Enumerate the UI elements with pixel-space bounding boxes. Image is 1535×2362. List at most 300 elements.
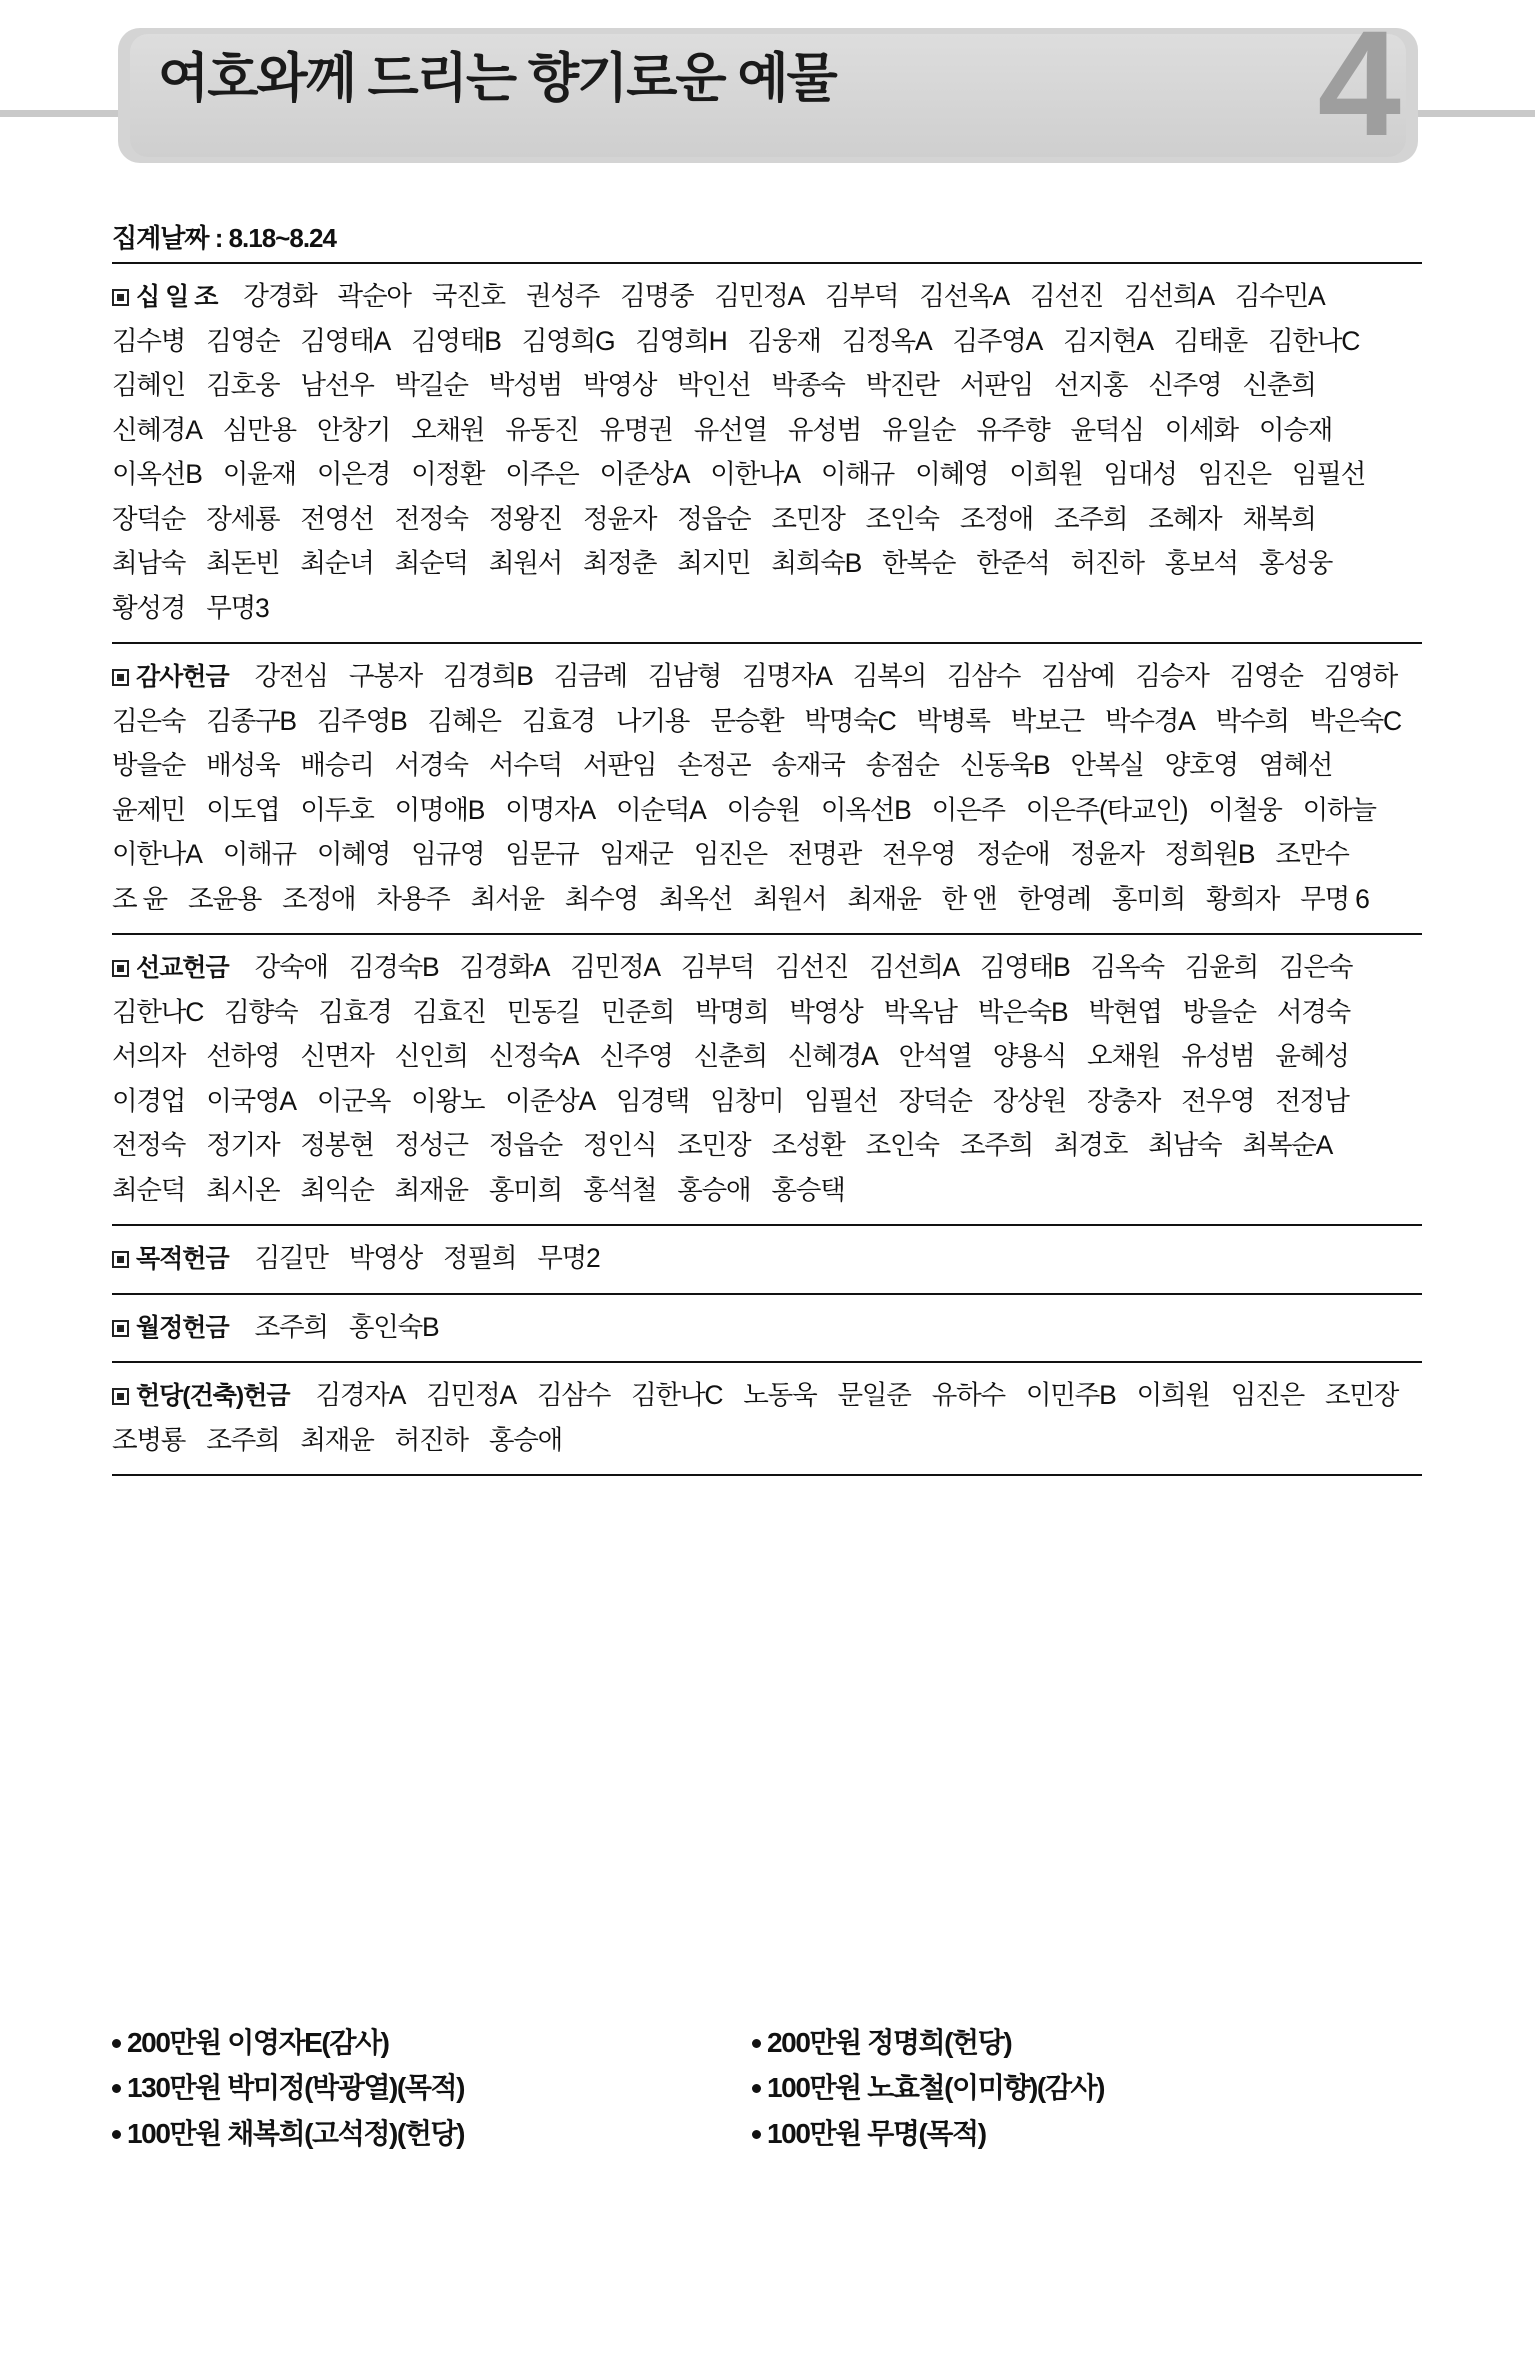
donor-name: 선지홍 bbox=[1054, 370, 1128, 401]
donor-name: 김경희B bbox=[443, 661, 533, 692]
donor-name: 김윤희 bbox=[1184, 952, 1259, 983]
donor-name: 황성경 bbox=[112, 592, 186, 623]
offering-section bbox=[112, 642, 1422, 933]
donor-name: 이옥선B bbox=[820, 794, 911, 825]
donor-name: 조정애 bbox=[959, 503, 1034, 534]
offering-category-label bbox=[112, 656, 229, 698]
donor-name: 이하늘 bbox=[1302, 794, 1376, 825]
donor-name: 최순녀 bbox=[300, 548, 374, 579]
donor-name: 김효경 bbox=[521, 705, 595, 736]
donor-name: 김효경 bbox=[318, 996, 392, 1027]
special-offering-note-text: 200만원 이영자E(감사) bbox=[127, 2027, 389, 2058]
donor-name: 안복실 bbox=[1070, 750, 1144, 781]
donor-name: 이해규 bbox=[820, 459, 895, 490]
donor-name: 서수덕 bbox=[488, 750, 563, 781]
offering-section bbox=[112, 1361, 1422, 1476]
donor-name: 정윤자 bbox=[1070, 839, 1144, 870]
donor-name: 김복의 bbox=[852, 661, 926, 692]
donor-name: 정윤자 bbox=[583, 503, 657, 534]
donor-name: 임창미 bbox=[710, 1085, 784, 1116]
donor-name: 최서윤 bbox=[470, 883, 544, 914]
donor-name: 최수영 bbox=[564, 883, 638, 914]
special-offering-note-text: 200만원 정명희(헌당) bbox=[767, 2027, 1012, 2058]
donor-name: 이희원 bbox=[1136, 1380, 1210, 1411]
donor-name: 최지민 bbox=[677, 548, 751, 579]
donor-name: 채복희 bbox=[1242, 503, 1316, 534]
donor-name: 김주영B bbox=[316, 705, 407, 736]
donor-name: 김영순 bbox=[206, 325, 280, 356]
donor-name: 한영례 bbox=[1017, 883, 1091, 914]
donor-name: 권성주 bbox=[525, 281, 600, 311]
donor-name: 홍미희 bbox=[1111, 883, 1185, 914]
donor-name: 허진하 bbox=[394, 1424, 468, 1455]
donor-name: 김명중 bbox=[620, 281, 694, 311]
donor-name: 정봉현 bbox=[300, 1130, 374, 1161]
donor-name: 장상원 bbox=[992, 1085, 1066, 1116]
special-offering-note-text: 100만원 노효철(이미향)(감사) bbox=[767, 2072, 1105, 2104]
donor-name: 이민주B bbox=[1025, 1380, 1116, 1411]
donor-name: 임필선 bbox=[804, 1085, 878, 1116]
donor-name: 전우영 bbox=[1181, 1085, 1255, 1116]
donor-name: 양호영 bbox=[1164, 750, 1238, 781]
donor-name: 황희자 bbox=[1205, 883, 1280, 914]
dot-bullet-icon bbox=[112, 2130, 121, 2139]
donor-name: 홍미희 bbox=[488, 1174, 563, 1205]
donor-name: 김경화A bbox=[459, 952, 550, 983]
donor-name: 정인식 bbox=[583, 1130, 657, 1161]
donor-name: 한복순 bbox=[882, 548, 956, 579]
donor-name: 김혜인 bbox=[112, 370, 186, 401]
donor-name: 장충자 bbox=[1087, 1085, 1161, 1116]
donor-name: 임진은 bbox=[1197, 459, 1271, 490]
offering-category-text: 선교헌금 bbox=[136, 954, 229, 983]
donor-name: 김정옥A bbox=[841, 325, 932, 356]
donor-name: 전정숙 bbox=[394, 503, 468, 534]
offering-category-text: 십 일 조 bbox=[136, 283, 218, 311]
donor-name: 민동길 bbox=[506, 996, 580, 1027]
donor-name: 무명 6 bbox=[1300, 883, 1369, 914]
square-bullet-icon bbox=[112, 1251, 129, 1268]
donor-name: 홍승애 bbox=[488, 1424, 563, 1455]
special-offering-notes bbox=[112, 2020, 1422, 2156]
offering-section bbox=[112, 1224, 1422, 1293]
offering-section bbox=[112, 262, 1422, 642]
square-bullet-icon bbox=[112, 1388, 129, 1405]
donor-name: 이은주(타교인) bbox=[1025, 794, 1188, 825]
donor-name: 임경택 bbox=[615, 1085, 690, 1116]
donor-name: 신혜경A bbox=[112, 414, 202, 445]
donor-name: 문일준 bbox=[837, 1380, 911, 1411]
donor-name: 한준석 bbox=[976, 548, 1050, 579]
donor-name: 임규영 bbox=[411, 839, 485, 870]
donor-name: 박성범 bbox=[488, 370, 563, 401]
donor-name: 박수희 bbox=[1215, 705, 1289, 736]
donor-name: 윤혜성 bbox=[1275, 1041, 1349, 1072]
donor-name: 유일순 bbox=[882, 414, 956, 445]
donor-name: 손정곤 bbox=[677, 750, 751, 781]
donor-name: 김지현A bbox=[1063, 325, 1153, 356]
donor-name: 오채원 bbox=[1087, 1041, 1161, 1072]
donor-name: 허진하 bbox=[1070, 548, 1144, 579]
donor-name: 김수민A bbox=[1234, 281, 1325, 311]
donor-name: 최재윤 bbox=[847, 883, 921, 914]
donor-name: 신춘희 bbox=[693, 1041, 767, 1072]
donor-name: 국진호 bbox=[431, 281, 505, 311]
notes-column-right bbox=[752, 2020, 1392, 2156]
donor-name: 유명권 bbox=[599, 414, 673, 445]
donor-name: 조혜자 bbox=[1148, 503, 1222, 534]
donor-name: 박인선 bbox=[677, 370, 751, 401]
special-offering-note bbox=[112, 2020, 752, 2065]
donor-name: 김길만 bbox=[254, 1243, 328, 1274]
donor-name: 박병록 bbox=[916, 705, 990, 736]
donor-name: 김선옥A bbox=[919, 281, 1009, 311]
donor-name: 서의자 bbox=[112, 1041, 186, 1072]
donor-name: 정읍순 bbox=[677, 503, 751, 534]
donor-name: 김민정A bbox=[426, 1380, 516, 1411]
donor-name: 유성범 bbox=[787, 414, 862, 445]
donor-name: 김수병 bbox=[112, 325, 186, 356]
donor-name: 송점순 bbox=[865, 750, 939, 781]
donor-name: 서판임 bbox=[959, 370, 1034, 401]
donor-name: 이왕노 bbox=[411, 1085, 485, 1116]
donor-name: 김한나C bbox=[112, 996, 204, 1027]
donor-name: 조성환 bbox=[771, 1130, 845, 1161]
donor-name: 조인숙 bbox=[865, 1130, 939, 1161]
donor-name: 김효진 bbox=[412, 996, 486, 1027]
donor-name: 이한나A bbox=[112, 839, 202, 870]
donor-name: 박영상 bbox=[348, 1243, 423, 1274]
donor-name: 양용식 bbox=[992, 1041, 1066, 1072]
donor-name: 김부덕 bbox=[680, 952, 755, 983]
donor-name: 김삼예 bbox=[1041, 661, 1115, 692]
donor-name: 신주영 bbox=[1148, 370, 1222, 401]
donor-name: 이국영A bbox=[206, 1085, 296, 1116]
donor-name: 이준상A bbox=[599, 459, 690, 490]
dot-bullet-icon bbox=[752, 2084, 761, 2093]
donor-name: 김향숙 bbox=[224, 996, 298, 1027]
donor-name: 방을순 bbox=[112, 750, 186, 781]
donor-name: 장세룡 bbox=[206, 503, 280, 534]
page-title: 여호와께 드리는 향기로운 예물 bbox=[158, 49, 836, 108]
donor-name: 정읍순 bbox=[488, 1130, 563, 1161]
donor-name: 김삼수 bbox=[536, 1380, 611, 1411]
donor-name: 홍인숙B bbox=[348, 1311, 439, 1342]
special-offering-note bbox=[112, 2111, 752, 2156]
donor-name: 방을순 bbox=[1182, 996, 1256, 1027]
donor-name: 박현엽 bbox=[1088, 996, 1162, 1027]
offering-name-list bbox=[112, 1236, 1422, 1281]
donor-name: 이한나A bbox=[710, 459, 800, 490]
donor-name: 이승재 bbox=[1258, 414, 1333, 445]
donor-name: 최원서 bbox=[488, 548, 563, 579]
donor-name: 전영선 bbox=[300, 503, 374, 534]
donor-name: 김남형 bbox=[647, 661, 722, 692]
donor-name: 김영태B bbox=[979, 952, 1070, 983]
offering-category-label bbox=[112, 1238, 229, 1280]
donor-name: 윤제민 bbox=[112, 794, 186, 825]
donor-name: 조인숙 bbox=[865, 503, 939, 534]
special-offering-note-text: 100만원 무명(목적) bbox=[767, 2117, 986, 2149]
donor-name: 무명2 bbox=[537, 1243, 600, 1274]
donor-name: 박은숙C bbox=[1309, 705, 1401, 736]
donor-name: 이준상A bbox=[505, 1085, 595, 1116]
donor-name: 배승리 bbox=[300, 750, 374, 781]
donor-name: 김혜은 bbox=[427, 705, 501, 736]
donor-name: 전정숙 bbox=[112, 1130, 186, 1161]
donor-name: 박수경A bbox=[1104, 705, 1195, 736]
donor-name: 신혜경A bbox=[787, 1041, 878, 1072]
donor-name: 서판임 bbox=[583, 750, 657, 781]
donor-name: 구봉자 bbox=[348, 661, 423, 692]
donor-name: 이옥선B bbox=[112, 459, 202, 490]
offering-name-list bbox=[112, 1373, 1422, 1462]
donor-name: 최순덕 bbox=[112, 1174, 186, 1205]
donor-name: 신동욱B bbox=[959, 750, 1050, 781]
donor-name: 박옥남 bbox=[883, 996, 957, 1027]
special-offering-note bbox=[752, 2020, 1392, 2065]
donor-name: 한 앤 bbox=[941, 883, 997, 914]
donor-name: 장덕순 bbox=[898, 1085, 972, 1116]
donor-name: 서경숙 bbox=[394, 750, 468, 781]
donor-name: 윤덕심 bbox=[1070, 414, 1144, 445]
donor-name: 김선진 bbox=[1029, 281, 1104, 311]
donor-name: 이명자A bbox=[505, 794, 595, 825]
donor-name: 박보근 bbox=[1010, 705, 1084, 736]
donor-name: 김영태A bbox=[300, 325, 391, 356]
offering-category-text: 감사헌금 bbox=[136, 663, 229, 692]
donor-name: 이해규 bbox=[222, 839, 296, 870]
special-offering-note bbox=[112, 2065, 752, 2110]
donor-name: 이승원 bbox=[726, 794, 800, 825]
donor-name: 김영순 bbox=[1229, 661, 1303, 692]
donor-name: 노동욱 bbox=[743, 1380, 817, 1411]
offering-name-list bbox=[112, 654, 1422, 921]
donor-name: 홍승택 bbox=[771, 1174, 845, 1205]
donor-name: 박길순 bbox=[394, 370, 468, 401]
donor-name: 임재군 bbox=[599, 839, 673, 870]
donor-name: 이혜영 bbox=[915, 459, 989, 490]
donor-name: 김승자 bbox=[1135, 661, 1209, 692]
donor-name: 이순덕A bbox=[615, 794, 706, 825]
donor-name: 전명관 bbox=[787, 839, 862, 870]
special-offering-note-text: 100만원 채복희(고석정)(헌당) bbox=[127, 2117, 465, 2149]
donor-name: 김부덕 bbox=[825, 281, 899, 311]
donor-name: 조주희 bbox=[206, 1424, 280, 1455]
donor-name: 김은숙 bbox=[112, 705, 186, 736]
donor-name: 차용주 bbox=[376, 883, 450, 914]
donor-name: 김선희A bbox=[1124, 281, 1214, 311]
donor-name: 조주희 bbox=[1054, 503, 1128, 534]
donor-name: 문승환 bbox=[710, 705, 784, 736]
donor-name: 정기자 bbox=[206, 1130, 280, 1161]
donor-name: 김선희A bbox=[869, 952, 959, 983]
donor-name: 조민장 bbox=[677, 1130, 751, 1161]
donor-name: 김민정A bbox=[714, 281, 805, 311]
donor-name: 강숙애 bbox=[254, 952, 328, 983]
donor-name: 신인희 bbox=[394, 1041, 468, 1072]
donor-name: 최경호 bbox=[1054, 1130, 1128, 1161]
donor-name: 송재국 bbox=[771, 750, 845, 781]
donor-name: 이세화 bbox=[1164, 414, 1238, 445]
donor-name: 안석열 bbox=[898, 1041, 972, 1072]
offering-name-list bbox=[112, 1305, 1422, 1350]
donor-name: 서경숙 bbox=[1276, 996, 1351, 1027]
donor-name: 신주영 bbox=[599, 1041, 673, 1072]
donor-name: 최돈빈 bbox=[206, 548, 280, 579]
donor-name: 김영하 bbox=[1323, 661, 1398, 692]
donor-name: 이명애B bbox=[394, 794, 485, 825]
donor-name: 홍보석 bbox=[1164, 548, 1238, 579]
donor-name: 최정춘 bbox=[583, 548, 657, 579]
donor-name: 박진란 bbox=[865, 370, 939, 401]
donor-name: 김경숙B bbox=[348, 952, 439, 983]
donor-name: 최희숙B bbox=[771, 548, 862, 579]
donor-name: 최남숙 bbox=[112, 548, 186, 579]
donor-name: 유성범 bbox=[1181, 1041, 1255, 1072]
donor-name: 최시온 bbox=[206, 1174, 280, 1205]
donor-name: 최재윤 bbox=[394, 1174, 468, 1205]
donor-name: 김한나C bbox=[631, 1380, 723, 1411]
donor-name: 무명3 bbox=[206, 592, 269, 623]
donor-name: 최복순A bbox=[1242, 1130, 1333, 1161]
donor-name: 김한나C bbox=[1268, 325, 1360, 356]
special-offering-note bbox=[752, 2111, 1392, 2156]
donor-name: 이철웅 bbox=[1208, 794, 1282, 825]
donor-name: 이군옥 bbox=[316, 1085, 391, 1116]
donor-name: 조정애 bbox=[282, 883, 356, 914]
donor-name: 임문규 bbox=[505, 839, 579, 870]
donor-name: 조만수 bbox=[1275, 839, 1349, 870]
donor-name: 박명숙C bbox=[804, 705, 896, 736]
donor-name: 최남숙 bbox=[1148, 1130, 1222, 1161]
donor-name: 임진은 bbox=[1230, 1380, 1304, 1411]
offering-category-label bbox=[112, 1307, 229, 1349]
donor-name: 나기용 bbox=[615, 705, 690, 736]
donor-name: 김영희G bbox=[521, 325, 615, 356]
page-header bbox=[0, 0, 1535, 190]
dot-bullet-icon bbox=[112, 2039, 121, 2048]
donor-name: 유선열 bbox=[693, 414, 767, 445]
donor-name: 박종숙 bbox=[771, 370, 845, 401]
dot-bullet-icon bbox=[112, 2084, 121, 2093]
donor-name: 김종구B bbox=[206, 705, 296, 736]
donor-name: 김선진 bbox=[775, 952, 849, 983]
donor-name: 김민정A bbox=[570, 952, 660, 983]
offering-name-list bbox=[112, 945, 1422, 1212]
donor-name: 신면자 bbox=[300, 1041, 374, 1072]
donor-name: 박영상 bbox=[583, 370, 657, 401]
donor-name: 최재윤 bbox=[300, 1424, 374, 1455]
donor-name: 안창기 bbox=[316, 414, 391, 445]
donor-name: 임진은 bbox=[693, 839, 767, 870]
square-bullet-icon bbox=[112, 1320, 129, 1337]
donor-name: 선하영 bbox=[206, 1041, 280, 1072]
donor-name: 조주희 bbox=[254, 1311, 328, 1342]
donor-name: 정왕진 bbox=[488, 503, 563, 534]
square-bullet-icon bbox=[112, 960, 129, 977]
donor-name: 유하수 bbox=[931, 1380, 1005, 1411]
donor-name: 이희원 bbox=[1009, 459, 1083, 490]
donor-name: 이경업 bbox=[112, 1085, 186, 1116]
donor-name: 김영희H bbox=[635, 325, 727, 356]
offering-name-list bbox=[112, 274, 1422, 630]
dot-bullet-icon bbox=[752, 2039, 761, 2048]
donor-name: 신정숙A bbox=[488, 1041, 579, 1072]
donor-name: 조민장 bbox=[771, 503, 845, 534]
donor-name: 이은경 bbox=[316, 459, 391, 490]
donor-name: 박은숙B bbox=[977, 996, 1068, 1027]
donor-name: 이주은 bbox=[505, 459, 579, 490]
donor-name: 조주희 bbox=[959, 1130, 1034, 1161]
date-line: 집계날짜 : 8.18~8.24 bbox=[112, 223, 336, 253]
donor-name: 김주영A bbox=[952, 325, 1043, 356]
square-bullet-icon bbox=[112, 669, 129, 686]
donor-name: 홍성웅 bbox=[1258, 548, 1333, 579]
donor-name: 이두호 bbox=[300, 794, 374, 825]
donor-name: 유주향 bbox=[976, 414, 1050, 445]
donor-name: 최옥선 bbox=[658, 883, 733, 914]
donor-name: 김태훈 bbox=[1173, 325, 1248, 356]
offering-section bbox=[112, 1293, 1422, 1362]
donor-name: 강경화 bbox=[243, 281, 317, 311]
donor-name: 민준희 bbox=[600, 996, 675, 1027]
donor-name: 김호웅 bbox=[206, 370, 280, 401]
donor-name: 김경자A bbox=[315, 1380, 406, 1411]
page-number: 4 bbox=[1317, 0, 1395, 167]
donor-name: 조민장 bbox=[1324, 1380, 1399, 1411]
donor-name: 임대성 bbox=[1103, 459, 1177, 490]
dot-bullet-icon bbox=[752, 2130, 761, 2139]
donor-name: 김삼수 bbox=[947, 661, 1021, 692]
donor-name: 김명자A bbox=[742, 661, 832, 692]
offering-category-text: 헌당(건축)헌금 bbox=[136, 1382, 290, 1411]
notes-column-left bbox=[112, 2020, 752, 2156]
donor-name: 이혜영 bbox=[316, 839, 391, 870]
donor-name: 임필선 bbox=[1291, 459, 1366, 490]
donor-name: 오채원 bbox=[411, 414, 485, 445]
offering-category-label bbox=[112, 276, 217, 318]
donor-name: 염혜선 bbox=[1258, 750, 1333, 781]
donor-name: 정희원B bbox=[1164, 839, 1255, 870]
donor-name: 홍승애 bbox=[677, 1174, 751, 1205]
offering-section bbox=[112, 933, 1422, 1224]
donor-name: 이윤재 bbox=[222, 459, 296, 490]
donor-name: 최익순 bbox=[300, 1174, 374, 1205]
offering-category-label bbox=[112, 947, 229, 989]
donor-name: 조 윤 bbox=[112, 883, 167, 914]
donor-name: 김은숙 bbox=[1279, 952, 1353, 983]
donor-name: 홍석철 bbox=[583, 1174, 657, 1205]
donor-name: 김옥숙 bbox=[1090, 952, 1164, 983]
donor-name: 이도엽 bbox=[206, 794, 280, 825]
donor-name: 정필희 bbox=[443, 1243, 517, 1274]
square-bullet-icon bbox=[112, 289, 129, 306]
donor-name: 박명희 bbox=[695, 996, 769, 1027]
special-offering-note bbox=[752, 2065, 1392, 2110]
donor-name: 남선우 bbox=[300, 370, 374, 401]
donor-name: 심만용 bbox=[222, 414, 296, 445]
donor-name: 김웅재 bbox=[747, 325, 821, 356]
donor-name: 곽순아 bbox=[337, 281, 411, 311]
donor-name: 배성욱 bbox=[206, 750, 280, 781]
donor-name: 김영태B bbox=[411, 325, 501, 356]
donor-name: 최원서 bbox=[753, 883, 827, 914]
offering-category-label bbox=[112, 1375, 290, 1417]
donor-name: 장덕순 bbox=[112, 503, 186, 534]
offering-sections bbox=[112, 262, 1422, 1476]
special-offering-note-text: 130만원 박미정(박광열)(목적) bbox=[127, 2072, 465, 2104]
